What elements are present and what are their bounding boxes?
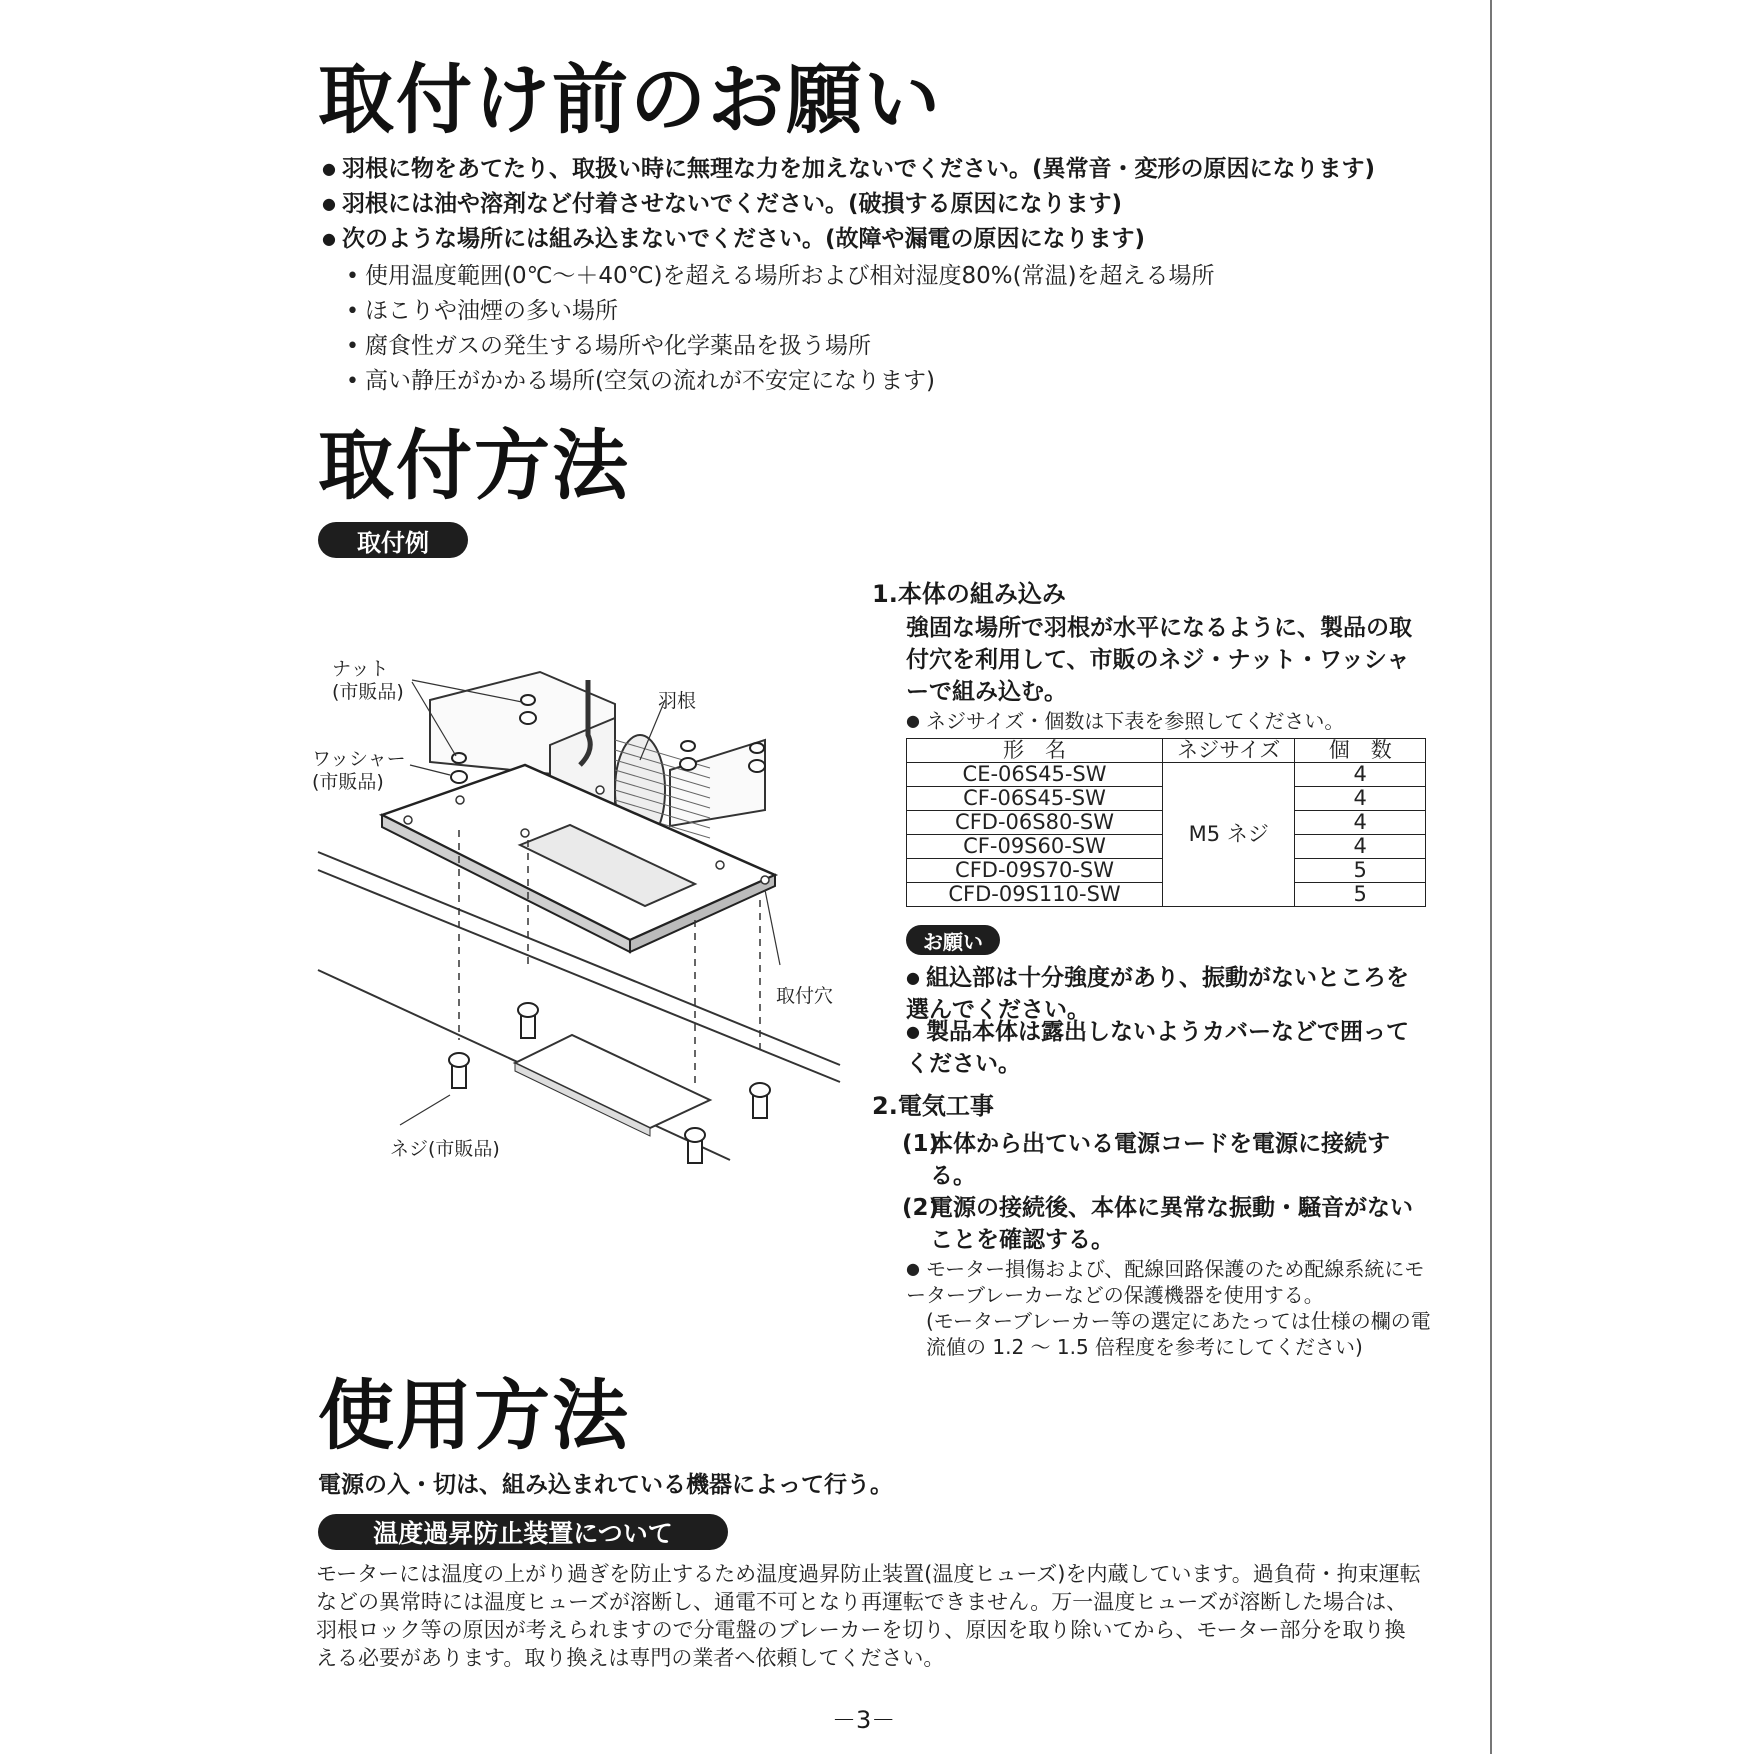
- label-mounting-hole: 取付穴: [776, 985, 834, 1007]
- onegai-pill: お願い: [906, 925, 1000, 955]
- install-example-pill: 取付例: [318, 522, 468, 558]
- count-cell: 5: [1295, 859, 1426, 883]
- location-sub-bullet: • 使用温度範囲(0℃〜＋40℃)を超える場所および相対湿度80%(常温)を超える場所: [346, 263, 1215, 291]
- install-diagram: [310, 640, 850, 1180]
- label-washer: ワッシャー: [312, 748, 406, 770]
- location-sub-bullet: • 高い静圧がかかる場所(空気の流れが不安定になります): [346, 368, 935, 396]
- label-nut-note: (市販品): [332, 681, 404, 703]
- step2-item-num: (1): [902, 1131, 940, 1157]
- caution-bullet: ● 羽根に物をあてたり、取扱い時に無理な力を加えないでください。(異常音・変形の原因になります): [322, 156, 1375, 184]
- count-cell: 4: [1295, 763, 1426, 787]
- table-row: [907, 763, 1426, 787]
- step1-text: 強固な場所で羽根が水平になるように、製品の取付穴を利用して、市販のネジ・ナット・ワッシャーで組み込む。: [906, 615, 1412, 705]
- count-cell: 4: [1295, 811, 1426, 835]
- model-cell: CF-09S60-SW: [907, 835, 1163, 859]
- label-washer-note: (市販品): [312, 771, 384, 793]
- location-sub-bullet: • 腐食性ガスの発生する場所や化学薬品を扱う場所: [346, 333, 871, 361]
- screw-size-cell: M5 ネジ: [1163, 763, 1295, 907]
- caution-bullet: ● 次のような場所には組み込まないでください。(故障や漏電の原因になります): [322, 226, 1145, 254]
- step1-title: 1.本体の組み込み: [872, 580, 1066, 608]
- section-title-usage: 使用方法: [318, 1371, 630, 1460]
- onegai-bullet: ● 製品本体は露出しないようカバーなどで囲ってください。: [906, 1016, 1430, 1080]
- scan-edge-line: [1490, 0, 1492, 1754]
- step2-item-text: 電源の接続後、本体に異常な振動・騒音がないことを確認する。: [930, 1195, 1413, 1253]
- thermal-fuse-paragraph: モーターには温度の上がり過ぎを防止するため温度過昇防止装置(温度ヒューズ)を内蔵しています。過負荷・拘束運転などの異常時には温度ヒューズが溶断し、通電不可となり再運転できません。万一温度ヒューズが溶断した場合は、羽根ロック等の原因が考えられますので分電盤のブレーカーを切り、原因を取り除いてから、モーター部分を取り換える必要があります。取り換えは専門の業者へ依頼してください。: [316, 1562, 1421, 1670]
- section-title-install-method: 取付方法: [318, 421, 630, 510]
- onegai-bullet: ● 組込部は十分強度があり、振動がないところを選んでください。: [906, 962, 1430, 1026]
- count-cell: 5: [1295, 883, 1426, 907]
- usage-text: 電源の入・切は、組み込まれている機器によって行う。: [318, 1472, 893, 1498]
- table-header-screw-size: ネジサイズ: [1163, 739, 1295, 763]
- caution-bullet: ● 羽根には油や溶剤など付着させないでください。(破損する原因になります): [322, 191, 1122, 219]
- model-cell: CFD-09S110-SW: [907, 883, 1163, 907]
- step2-note: ● モーター損傷および、配線回路保護のため配線系統にモーターブレーカーなどの保護機器を使用する。: [906, 1256, 1434, 1308]
- step2-title: 2.電気工事: [872, 1092, 994, 1120]
- screw-spec-table: [906, 738, 1426, 907]
- model-cell: CFD-06S80-SW: [907, 811, 1163, 835]
- count-cell: 4: [1295, 787, 1426, 811]
- label-nut: ナット: [332, 658, 389, 680]
- model-cell: CE-06S45-SW: [907, 763, 1163, 787]
- step2-item-text: 本体から出ている電源コードを電源に接続する。: [930, 1131, 1390, 1189]
- step1-note: ● ネジサイズ・個数は下表を参照してください。: [906, 708, 1344, 734]
- label-blade: 羽根: [658, 690, 697, 712]
- table-header-model: 形 名: [907, 739, 1163, 763]
- page-number: －3－: [832, 1706, 896, 1734]
- model-cell: CFD-09S70-SW: [907, 859, 1163, 883]
- table-header-count: 個 数: [1295, 739, 1426, 763]
- count-cell: 4: [1295, 835, 1426, 859]
- model-cell: CF-06S45-SW: [907, 787, 1163, 811]
- location-sub-bullet: • ほこりや油煙の多い場所: [346, 298, 618, 326]
- thermal-fuse-pill: 温度過昇防止装置について: [318, 1514, 728, 1550]
- label-screw: ネジ(市販品): [390, 1138, 500, 1160]
- section-title-before-install: 取付け前のお願い: [318, 55, 942, 144]
- step2-item-num: (2): [902, 1195, 940, 1221]
- step2-note-2: (モーターブレーカー等の選定にあたっては仕様の欄の電流値の 1.2 〜 1.5 倍程度を参考にしてください): [926, 1309, 1431, 1359]
